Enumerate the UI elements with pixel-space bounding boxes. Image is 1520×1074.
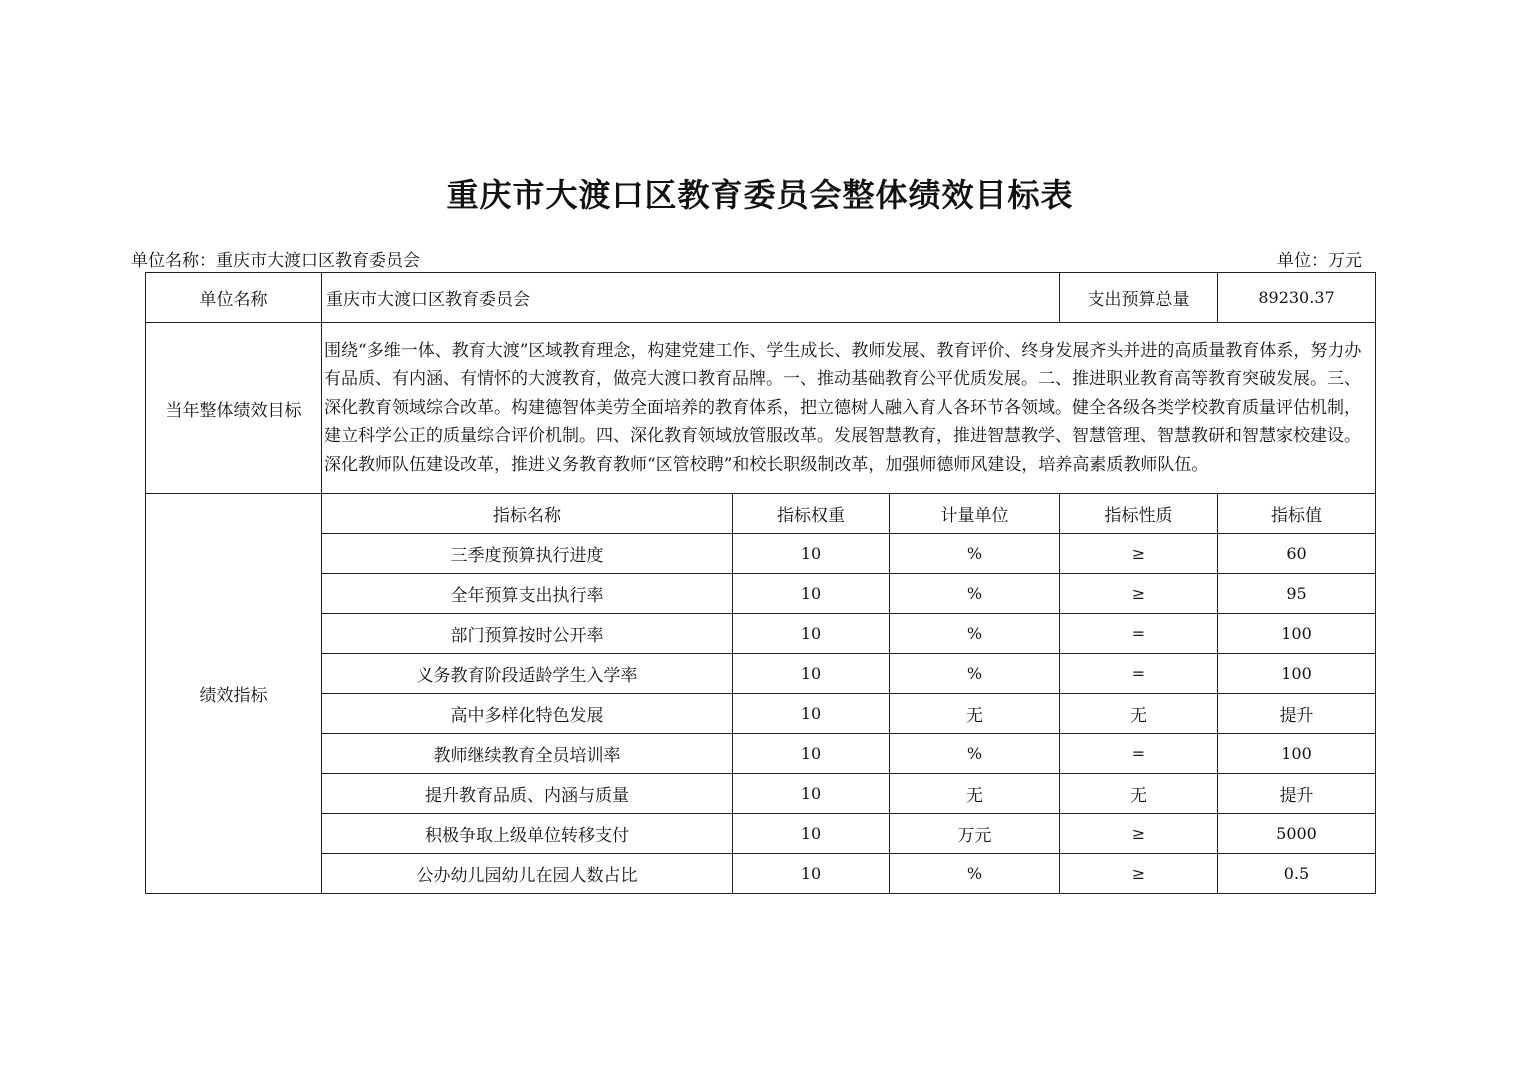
indicator-nature: =: [1060, 654, 1218, 694]
unit-name-caption: 单位名称：重庆市大渡口区教育委员会: [131, 251, 420, 271]
indicator-value: 0.5: [1218, 854, 1376, 894]
indicator-unit: %: [890, 614, 1060, 654]
unit-name-header: 单位名称: [146, 273, 322, 323]
budget-header: 支出预算总量: [1060, 273, 1218, 323]
indicator-value: 提升: [1218, 694, 1376, 734]
indicator-unit: %: [890, 534, 1060, 574]
indicator-name: 三季度预算执行进度: [322, 534, 733, 574]
budget-value: 89230.37: [1218, 273, 1376, 323]
indicator-nature: =: [1060, 614, 1218, 654]
indicator-name: 公办幼儿园幼儿在园人数占比: [322, 854, 733, 894]
indicator-weight: 10: [733, 534, 890, 574]
indicator-weight: 10: [733, 734, 890, 774]
column-header: 计量单位: [890, 494, 1060, 534]
indicator-weight: 10: [733, 574, 890, 614]
indicator-name: 高中多样化特色发展: [322, 694, 733, 734]
indicator-header-row: [146, 494, 1376, 534]
indicator-section-label: 绩效指标: [146, 494, 322, 894]
indicator-weight: 10: [733, 774, 890, 814]
goal-text: 围绕“多维一体、教育大渡”区域教育理念，构建党建工作、学生成长、教师发展、教育评价、终身发展齐头并进的高质量教育体系，努力办有品质、有内涵、有情怀的大渡教育，做亮大渡口教育品牌。一、推动基础教育公平优质发展。二、推进职业教育高等教育突破发展。三、深化教育领域综合改革。构建德智体美劳全面培养的教育体系，把立德树人融入育人各环节各领域。健全各级各类学校教育质量评估机制，建立科学公正的质量综合评价机制。四、深化教育领域放管服改革。发展智慧教育，推进智慧教学、智慧管理、智慧教研和智慧家校建设。深化教师队伍建设改革，推进义务教育教师“区管校聘”和校长职级制改革，加强师德师风建设，培养高素质教师队伍。: [322, 323, 1376, 494]
table-row: [146, 574, 1376, 614]
unit-name-value: 重庆市大渡口区教育委员会: [322, 273, 1060, 323]
indicator-unit: %: [890, 574, 1060, 614]
table-row: [146, 814, 1376, 854]
indicator-value: 60: [1218, 534, 1376, 574]
table-row: [146, 774, 1376, 814]
indicator-nature: ≥: [1060, 574, 1218, 614]
table-row: [146, 534, 1376, 574]
column-header: 指标权重: [733, 494, 890, 534]
indicator-value: 5000: [1218, 814, 1376, 854]
indicator-nature: 无: [1060, 694, 1218, 734]
indicator-value: 95: [1218, 574, 1376, 614]
indicator-unit: 万元: [890, 814, 1060, 854]
goal-header: 当年整体绩效目标: [146, 323, 322, 494]
indicator-name: 义务教育阶段适龄学生入学率: [322, 654, 733, 694]
table-row: [146, 734, 1376, 774]
indicator-unit: 无: [890, 774, 1060, 814]
indicator-unit: 无: [890, 694, 1060, 734]
table-row: [146, 614, 1376, 654]
currency-unit-caption: 单位：万元: [1277, 251, 1362, 271]
indicator-weight: 10: [733, 814, 890, 854]
indicator-name: 提升教育品质、内涵与质量: [322, 774, 733, 814]
indicator-unit: %: [890, 734, 1060, 774]
column-header: 指标值: [1218, 494, 1376, 534]
indicator-weight: 10: [733, 654, 890, 694]
column-header: 指标名称: [322, 494, 733, 534]
unit-row: [146, 273, 1376, 323]
indicator-name: 积极争取上级单位转移支付: [322, 814, 733, 854]
indicator-weight: 10: [733, 694, 890, 734]
indicator-name: 全年预算支出执行率: [322, 574, 733, 614]
indicator-weight: 10: [733, 854, 890, 894]
table-row: [146, 854, 1376, 894]
column-header: 指标性质: [1060, 494, 1218, 534]
indicator-value: 100: [1218, 734, 1376, 774]
indicator-nature: ≥: [1060, 814, 1218, 854]
indicator-value: 100: [1218, 614, 1376, 654]
indicator-name: 教师继续教育全员培训率: [322, 734, 733, 774]
indicator-value: 提升: [1218, 774, 1376, 814]
indicator-value: 100: [1218, 654, 1376, 694]
goal-row: [146, 323, 1376, 494]
indicator-unit: %: [890, 854, 1060, 894]
performance-table: [145, 272, 1376, 894]
indicator-nature: ≥: [1060, 854, 1218, 894]
indicator-nature: ≥: [1060, 534, 1218, 574]
page-title: 重庆市大渡口区教育委员会整体绩效目标表: [446, 176, 1074, 214]
indicator-weight: 10: [733, 614, 890, 654]
indicator-name: 部门预算按时公开率: [322, 614, 733, 654]
indicator-nature: 无: [1060, 774, 1218, 814]
indicator-nature: =: [1060, 734, 1218, 774]
table-row: [146, 694, 1376, 734]
table-row: [146, 654, 1376, 694]
indicator-unit: %: [890, 654, 1060, 694]
